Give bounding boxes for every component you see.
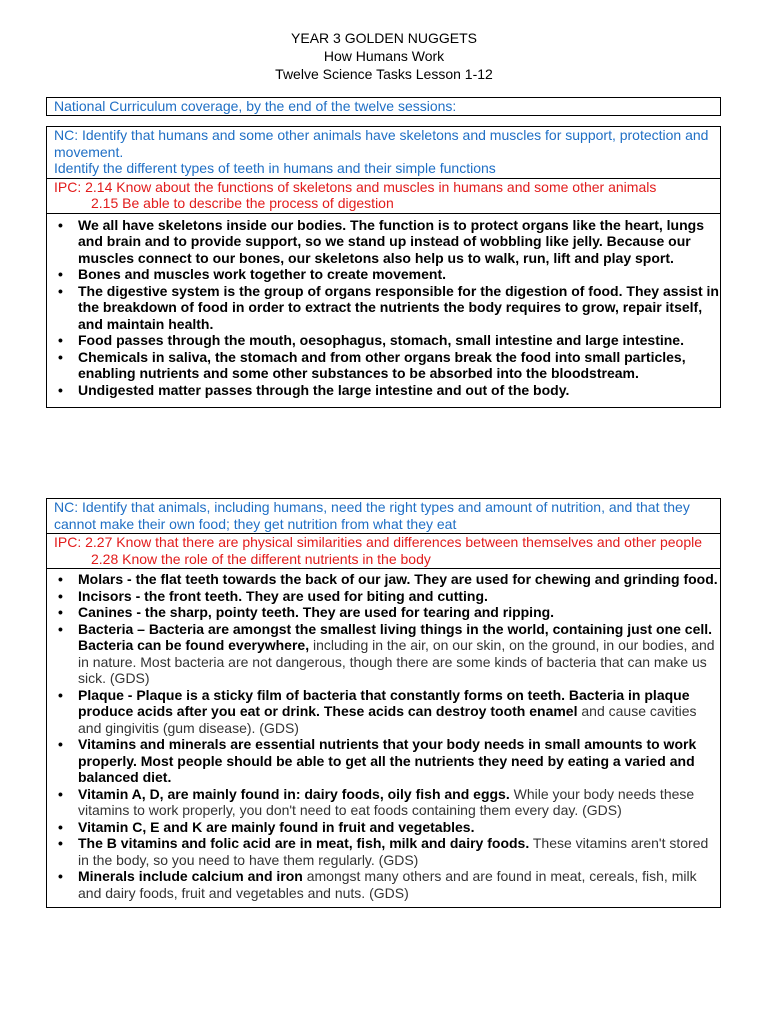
section-1-ipc-line2: 2.15 Be able to describe the process of digestion <box>91 195 394 211</box>
section-2-nc: NC: Identify that animals, including humans, need the right types and amount of nutrition, and that they cannot make their own food; they get nutrition from what they eat <box>47 499 721 534</box>
list-item <box>54 687 720 737</box>
section-1-bullets <box>47 213 721 408</box>
bullet-bold: Bacteria – Bacteria are amongst the smallest living things in the world, containing just one cell. Bacteria can be found everywhere, <box>78 620 713 653</box>
list-item: • Chemicals in saliva, the stomach and from other organs break the food into small particles, enabling nutrients and some other substances to be absorbed into the bloodstream. <box>54 349 720 382</box>
section-1-nc <box>47 127 721 179</box>
section-1-ipc-line1: IPC: 2.14 Know about the functions of skeletons and muscles in humans and some other animals <box>54 178 657 195</box>
header-lesson: Twelve Science Tasks Lesson 1-12 <box>275 66 493 82</box>
list-item <box>54 835 720 868</box>
bullet-normal: While your body needs these vitamins to work properly, you don't need to eat foods containing them every day. (GDS) <box>78 785 695 818</box>
bullet-bold: Canines - the sharp, pointy teeth. They are used for tearing and ripping. <box>78 604 555 620</box>
bullet-bold: Incisors - the front teeth. They are used for biting and cutting. <box>78 587 488 604</box>
section-2-ipc-line1: IPC: 2.27 Know that there are physical similarities and differences between themselves and other people <box>54 534 702 550</box>
list-item: • The digestive system is the group of organs responsible for the digestion of food. They assist in the breakdown of food in order to extract the nutrients the body requires to grow, repair itself, and maintain health. <box>54 283 720 333</box>
list-item: • Bones and muscles work together to create movement. <box>54 266 720 283</box>
bullet-bold: Vitamin A, D, are mainly found in: dairy foods, oily fish and eggs. <box>78 785 510 802</box>
list-item: • We all have skeletons inside our bodies. The function is to protect organs like the heart, lungs and brain and to provide support, so we stand up instead of wobbling like jelly. Because our muscles connect to our bones, our skeletons also help us to walk, run, lift and play sport. <box>54 217 720 267</box>
section-1-nc-line1: NC: Identify that humans and some other animals have skeletons and muscles for support, protection and movement. <box>54 127 709 160</box>
section-2-table <box>46 498 721 908</box>
header-title: YEAR 3 GOLDEN NUGGETS <box>291 30 477 46</box>
bullet-bold: Molars - the flat teeth towards the back of our jaw. They are used for chewing and grinding food. <box>78 571 718 587</box>
list-item <box>54 604 720 621</box>
section-1-nc-line2: Identify the different types of teeth in humans and their simple functions <box>54 160 496 176</box>
list-item <box>54 736 720 786</box>
bullet-bold: Plaque - Plaque is a sticky film of bacteria that constantly forms on teeth. Bacteria in plaque produce acids after you eat or drink. These acids can destroy tooth enamel <box>78 686 690 719</box>
coverage-box: National Curriculum coverage, by the end of the twelve sessions: <box>46 97 721 116</box>
list-item <box>54 588 720 605</box>
section-2-bullets <box>47 569 721 908</box>
list-item <box>54 786 720 819</box>
bullet-normal: including in the air, on our skin, on the ground, in our bodies, and in nature. Most bacteria are not dangerous, though there are some kinds of bacteria that can make us sick. (GDS) <box>78 637 715 686</box>
bullet-normal: amongst many others and are found in meat, cereals, fish, milk and dairy foods, fruit and vegetables and nuts. (GDS) <box>78 868 697 901</box>
bullet-normal: These vitamins aren't stored in the body, so you need to have them regularly. (GDS) <box>78 835 709 868</box>
section-1-table <box>46 126 721 408</box>
page-header <box>0 29 768 83</box>
list-item <box>54 868 720 901</box>
list-item: • Food passes through the mouth, oesophagus, stomach, small intestine and large intestine. <box>54 332 720 349</box>
bullet-bold: Vitamin C, E and K are mainly found in fruit and vegetables. <box>78 818 475 835</box>
list-item <box>54 571 720 588</box>
bullet-bold: Vitamins and minerals are essential nutrients that your body needs in small amounts to work properly. Most people should be able to get all the nutrients they need by eating a varied and balanced diet. <box>78 736 697 785</box>
section-1-ipc <box>47 178 721 213</box>
list-item: • Undigested matter passes through the large intestine and out of the body. <box>54 382 720 399</box>
list-item <box>54 621 720 687</box>
bullet-normal: and cause cavities and gingivitis (gum disease). (GDS) <box>78 703 697 736</box>
bullet-bold: The B vitamins and folic acid are in meat, fish, milk and dairy foods. <box>78 835 530 851</box>
section-2-ipc <box>47 534 721 569</box>
bullet-bold: Minerals include calcium and iron <box>78 868 303 884</box>
list-item <box>54 819 720 836</box>
header-subtitle: How Humans Work <box>323 48 445 64</box>
section-2-ipc-line2: 2.28 Know the role of the different nutrients in the body <box>91 550 431 567</box>
